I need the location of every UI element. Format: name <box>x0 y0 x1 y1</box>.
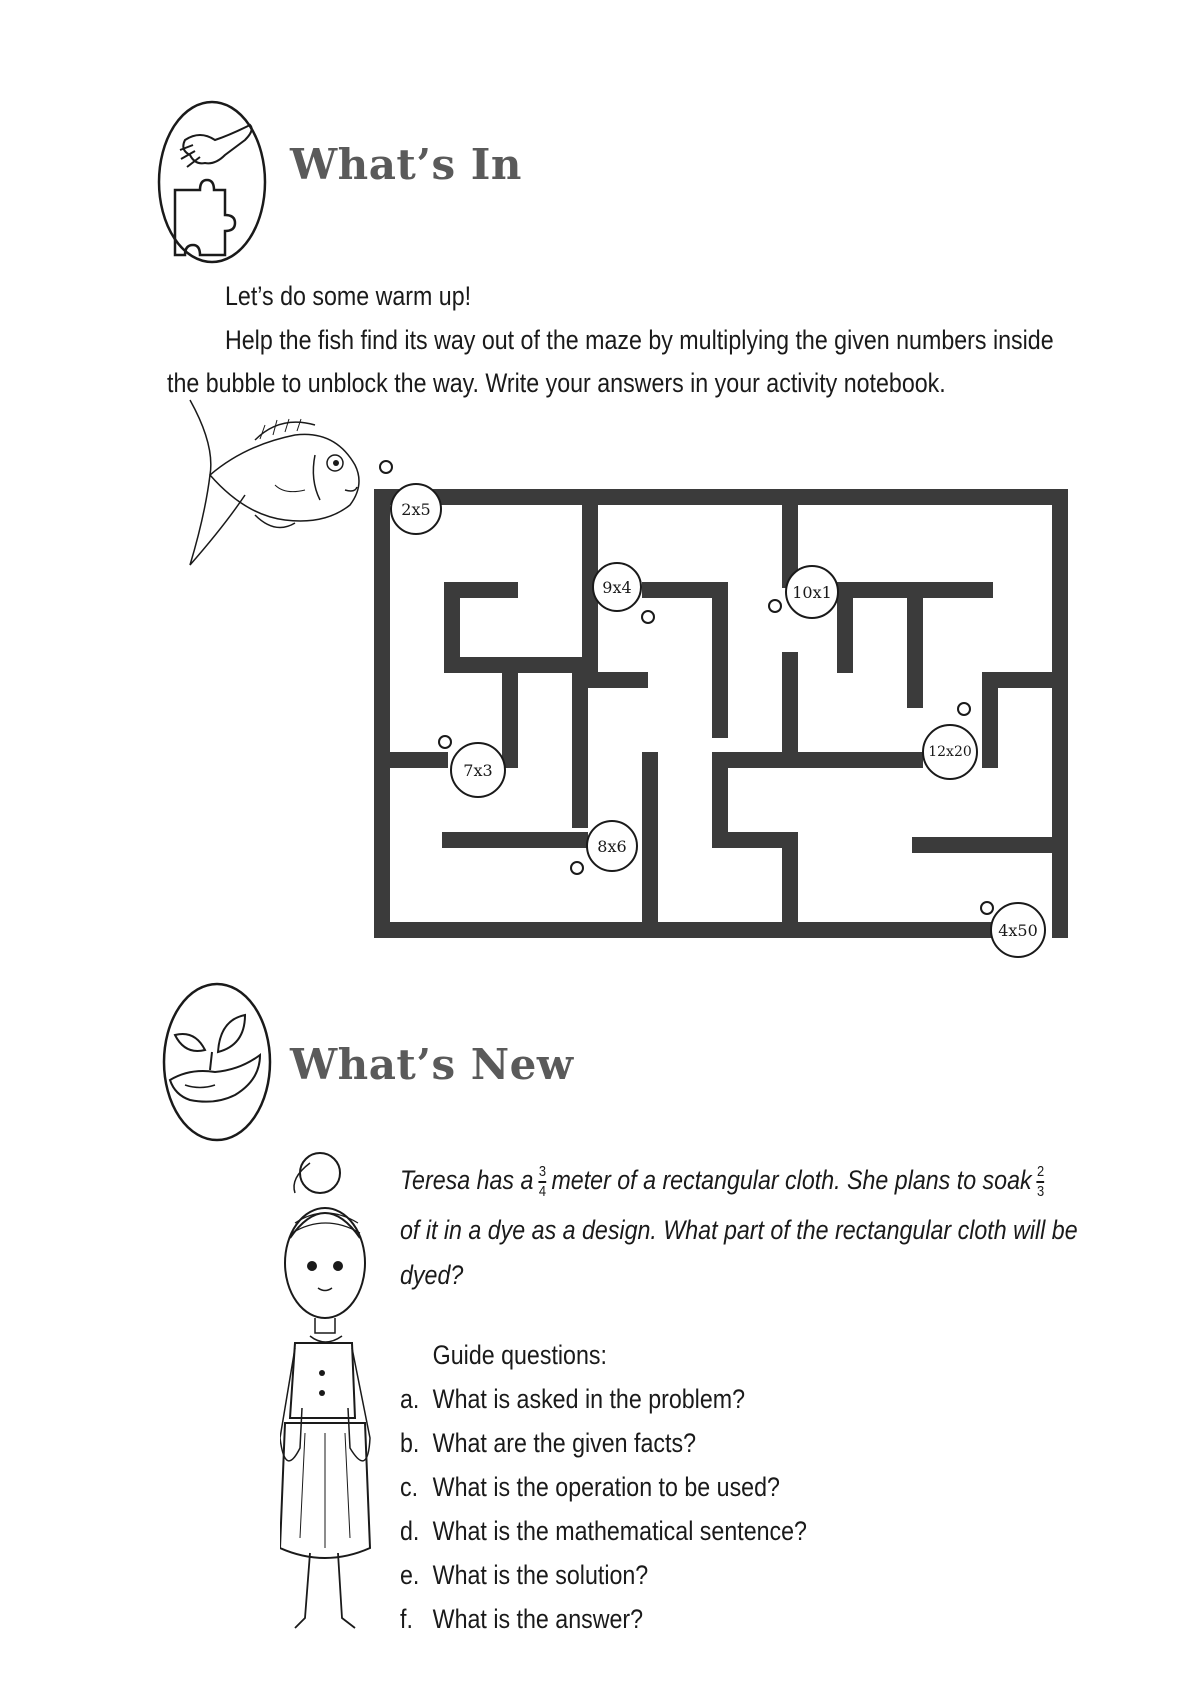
guide-question <box>400 1516 807 1547</box>
guide-letter: a. <box>400 1384 420 1414</box>
guide-text: What is asked in the problem? <box>432 1384 746 1414</box>
bubble-label: 4x50 <box>998 920 1038 940</box>
bubble-label: 7x3 <box>463 760 493 780</box>
bubble-label: 8x6 <box>597 836 627 856</box>
bubble-label: 12x20 <box>928 744 972 760</box>
warmup-intro: Let’s do some warm up! <box>225 281 472 311</box>
fraction-numerator: 2 <box>1037 1162 1045 1180</box>
problem-part1: Teresa has a <box>400 1165 534 1195</box>
guide-letter: b. <box>400 1428 420 1458</box>
fraction-two-thirds <box>1037 1162 1045 1200</box>
maze-bubble <box>785 565 839 619</box>
maze-bubble <box>586 820 638 872</box>
maze-bubble <box>990 902 1046 958</box>
guide-letter: f. <box>400 1604 413 1634</box>
guide-letter: d. <box>400 1516 420 1546</box>
problem-line2: of it in a dye as a design. What part of the rectangular cloth will be <box>400 1215 1078 1245</box>
guide-question <box>400 1428 696 1459</box>
guide-text: What is the answer? <box>432 1604 644 1634</box>
guide-questions <box>400 1340 1088 1640</box>
maze-bubble <box>922 724 978 780</box>
girl-illustration <box>280 1148 410 1638</box>
fraction-three-fourths <box>538 1162 547 1200</box>
bubble-label: 2x5 <box>401 499 431 519</box>
whats-in-title: What’s In <box>290 140 522 189</box>
problem-line3: dyed? <box>400 1260 464 1290</box>
whats-new-title: What’s New <box>290 1040 574 1089</box>
guide-letter: e. <box>400 1560 420 1590</box>
maze-bubble <box>450 742 506 798</box>
instructions-line1: Help the fish find its way out of the maze by multiplying the given numbers inside <box>225 325 1054 355</box>
guide-text: What are the given facts? <box>432 1428 696 1458</box>
maze-bubble <box>592 562 642 612</box>
guide-question <box>400 1472 780 1503</box>
guide-text: What is the operation to be used? <box>432 1472 780 1502</box>
instructions-line2: the bubble to unblock the way. Write your answers in your activity notebook. <box>167 368 946 398</box>
problem-part2: meter of a rectangular cloth. She plans to soak <box>551 1165 1032 1195</box>
fraction-denominator: 4 <box>538 1182 547 1200</box>
girl-illustration <box>280 1148 410 1643</box>
whats-new-icon <box>160 980 275 1150</box>
maze-walls <box>382 497 1060 930</box>
bubble-label: 10x1 <box>792 582 832 602</box>
guide-letter: c. <box>400 1472 419 1502</box>
seedling-hand-icon <box>160 980 275 1145</box>
fraction-denominator: 3 <box>1037 1182 1045 1200</box>
bubble-label: 9x4 <box>602 577 632 597</box>
guide-text: What is the mathematical sentence? <box>432 1516 807 1546</box>
guide-question <box>400 1384 745 1415</box>
guide-question <box>400 1560 648 1591</box>
guide-heading: Guide questions: <box>432 1340 607 1370</box>
problem-line1 <box>400 1160 1050 1200</box>
maze-bubble <box>390 483 442 535</box>
guide-question <box>400 1604 643 1635</box>
fraction-numerator: 3 <box>538 1162 547 1180</box>
guide-text: What is the solution? <box>432 1560 649 1590</box>
